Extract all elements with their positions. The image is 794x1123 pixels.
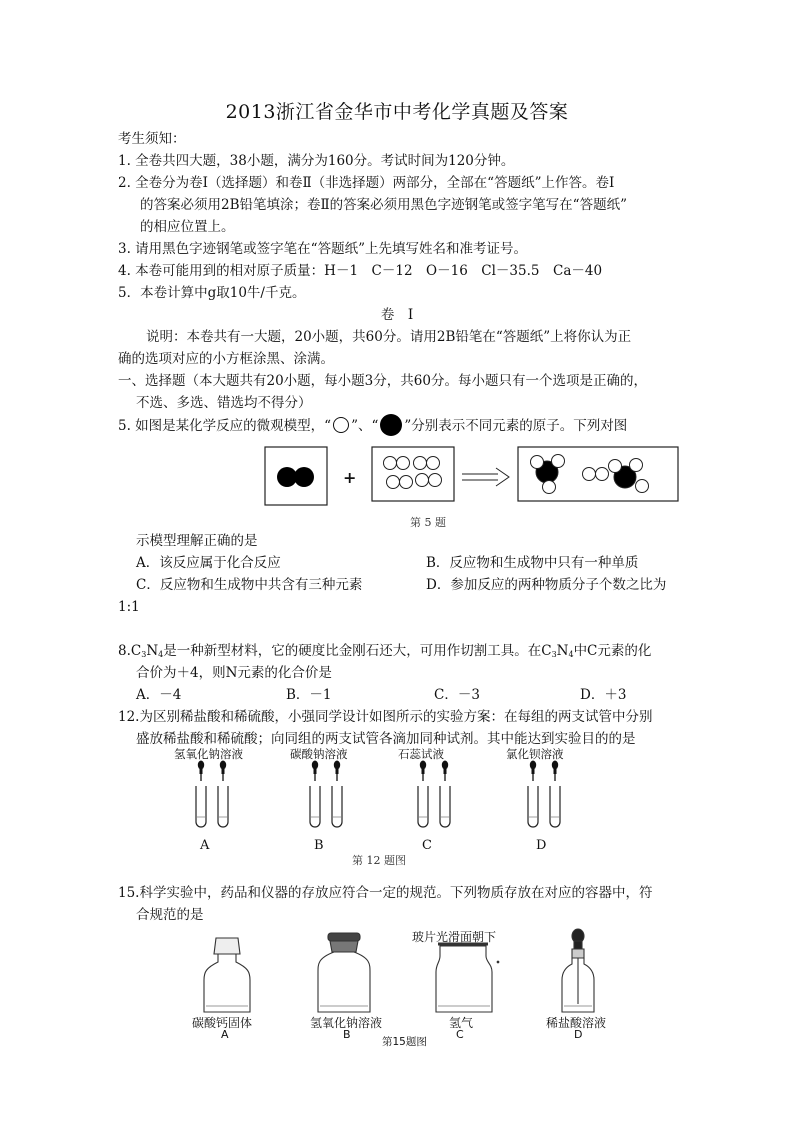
notice-heading: 考生须知： <box>118 131 186 147</box>
q5-plus-sign: + <box>343 468 357 487</box>
q5-option-a[interactable]: A．该反应属于化合反应 <box>136 555 281 571</box>
q8-option-d[interactable]: D．＋3 <box>580 687 627 703</box>
q5-stem-a: 5. 如图是某化学反应的微观模型，“ <box>118 418 332 434</box>
q8-mid-sub-4: 4 <box>568 650 574 659</box>
q8-end: 中C元素的化 <box>573 643 652 659</box>
part-heading-2: 不选、多选、错选均不得分） <box>136 395 312 411</box>
q12-reagent-b: 碳酸钠溶液 <box>290 747 348 761</box>
notice-item-2-cont: 的答案必须用2B铅笔填涂；卷Ⅱ的答案必须用黑色字迹钢笔或签字笔写在“答题纸” <box>140 197 627 213</box>
section-desc-1: 说明：本卷共有一大题，20小题，共60分。请用2B铅笔在“答题纸”上将你认为正 <box>146 329 632 345</box>
q12-letter-c: C <box>422 838 432 853</box>
page-title: 2013浙江省金华市中考化学真题及答案 <box>225 101 569 123</box>
q12-reagent-a: 氢氧化钠溶液 <box>174 747 243 761</box>
q8-pre: 8.C <box>118 643 142 659</box>
q8-mid: 是一种新型材料，它的硬度比金刚石还大，可用作切割工具。在C <box>163 643 552 659</box>
q12-letter-d: D <box>536 838 547 853</box>
notice-item-3: 3. 请用黑色字迹钢笔或签字笔在“答题纸”上先填写姓名和准考证号。 <box>118 241 527 257</box>
reagent-bottle-a-icon <box>204 938 250 1012</box>
q12-stem-1: 12.为区别稀盐酸和稀硫酸，小强同学设计如图所示的实验方案：在每组的两支试管中分别 <box>118 709 653 725</box>
q5-stem-b: ”、“ <box>351 418 379 434</box>
q5-option-b[interactable]: B．反应物和生成物中只有一种单质 <box>426 555 639 571</box>
q5-caption: 第 5 题 <box>410 516 446 529</box>
q15-stem-1: 15.科学实验中，药品和仪器的存放应符合一定的规范。下列物质存放在对应的容器中，符 <box>118 885 653 901</box>
q5-option-d-ratio: 1:1 <box>118 599 140 615</box>
q15-stem-2: 合规范的是 <box>136 907 204 923</box>
section-desc-2: 确的选项对应的小方框涂黑、涂满。 <box>118 351 334 367</box>
q8-mid-n: N <box>556 643 569 659</box>
q15-letter-a: A <box>221 1028 229 1041</box>
q15-letter-b: B <box>343 1028 351 1041</box>
notice-item-5: 5．本卷计算中g取10牛/千克。 <box>118 285 306 301</box>
q15-letter-c: C <box>456 1028 464 1041</box>
q5-stem-c: ”分别表示不同元素的原子。下列对图 <box>404 418 628 434</box>
notice-item-4: 4. 本卷可能用到的相对原子质量：H－1 C－12 O－16 Cl－35.5 Ca－40 <box>118 263 603 279</box>
q12-letter-a: A <box>200 838 210 853</box>
q5-option-d[interactable]: D．参加反应的两种物质分子个数之比为 <box>426 577 667 593</box>
gas-jar-c-icon <box>436 944 499 1012</box>
q15-label-c: 氢气 <box>449 1016 474 1030</box>
q5-stem-d: 示模型理解正确的是 <box>136 533 258 549</box>
q8-sub-3: 3 <box>141 650 147 659</box>
q12-letter-b: B <box>314 838 324 853</box>
q15-top-note: 玻片光滑面朝下 <box>412 930 497 944</box>
section-heading: 卷 Ⅰ <box>380 307 414 323</box>
q15-letter-d: D <box>574 1028 583 1041</box>
notice-item-1: 1. 全卷共四大题，38小题，满分为160分。考试时间为120分钟。 <box>118 153 515 169</box>
q8-option-a[interactable]: A．－4 <box>136 687 182 703</box>
q15-label-b: 氢氧化钠溶液 <box>310 1016 383 1030</box>
q8-sub-4: 4 <box>158 650 164 659</box>
q12-caption: 第 12 题图 <box>352 854 406 867</box>
q15-label-a: 碳酸钙固体 <box>192 1016 253 1030</box>
q5-option-c[interactable]: C．反应物和生成物中共含有三种元素 <box>136 577 363 593</box>
q15-label-d: 稀盐酸溶液 <box>546 1016 607 1030</box>
part-heading-1: 一、选择题（本大题共有20小题，每小题3分，共60分。每小题只有一个选项是正确的， <box>118 373 647 389</box>
q8-option-c[interactable]: C．－3 <box>434 687 480 703</box>
q12-reagent-d: 氯化钡溶液 <box>506 747 564 761</box>
q12-reagent-c: 石蕊试液 <box>398 747 444 761</box>
q8-stem-2: 合价为＋4，则N元素的化合价是 <box>136 665 332 681</box>
q12-stem-2: 盛放稀盐酸和稀硫酸；向同组的两支试管各滴加同种试剂。其中能达到实验目的的是 <box>136 731 636 747</box>
q8-option-b[interactable]: B．－1 <box>286 687 332 703</box>
reagent-bottle-b-icon <box>318 933 370 1012</box>
notice-item-2: 2. 全卷分为卷Ⅰ（选择题）和卷Ⅱ（非选择题）两部分，全部在“答题纸”上作答。卷Ⅰ <box>118 175 615 191</box>
q8-mid-sub-3: 3 <box>551 650 557 659</box>
notice-item-2-cont2: 的相应位置上。 <box>140 219 235 235</box>
dropper-bottle-d-icon <box>562 929 594 1012</box>
q8-n: N <box>146 643 159 659</box>
q15-caption: 第15题图 <box>382 1036 427 1048</box>
